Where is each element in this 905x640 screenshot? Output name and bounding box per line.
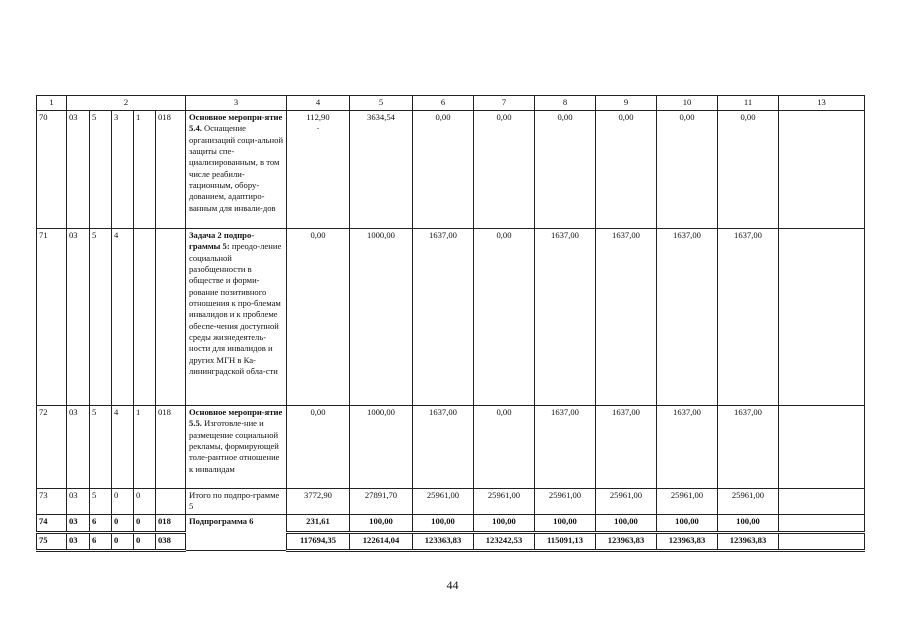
value-cell: 1637,00	[535, 406, 596, 489]
value-cell	[779, 111, 865, 229]
header-cell: 5	[350, 96, 413, 111]
code-cell: 5	[90, 406, 112, 489]
value-cell: 100,00	[535, 514, 596, 532]
value-text: 112,90	[306, 112, 330, 122]
value-cell: 25961,00	[474, 489, 535, 515]
value-cell: 100,00	[350, 514, 413, 532]
header-cell: 7	[474, 96, 535, 111]
value-cell: 122614,04	[350, 532, 413, 550]
value-cell: 123242,53	[474, 532, 535, 550]
value-cell: 0,00	[474, 111, 535, 229]
value-cell: 115091,13	[535, 532, 596, 550]
value-cell: 25961,00	[535, 489, 596, 515]
code-cell	[134, 229, 156, 406]
code-cell: 6	[90, 532, 112, 550]
code-cell	[156, 229, 186, 406]
description-text: Изготовле-ние и размещение социальной рекламы, формирующей толе-рантное отношение к инвалидам	[189, 418, 280, 474]
header-cell: 6	[413, 96, 474, 111]
value-cell: 0,00	[718, 111, 779, 229]
description-text: Итого по подпро-грамме 5	[189, 490, 280, 512]
value-cell	[287, 111, 350, 229]
header-cell: 2	[67, 96, 186, 111]
description-bold: Основное меропри-ятие 5.5.	[189, 407, 283, 429]
code-cell: 4	[112, 406, 134, 489]
description-cell	[186, 514, 287, 550]
value-cell: 100,00	[657, 514, 718, 532]
value-cell: 0,00	[474, 406, 535, 489]
description-cell	[186, 406, 287, 489]
row-number: 75	[37, 532, 67, 550]
header-cell: 3	[186, 96, 287, 111]
description-bold: Задача 2 подпро-граммы 5:	[189, 230, 255, 252]
value-cell: 27891,70	[350, 489, 413, 515]
stray-mark: .	[316, 121, 320, 132]
value-cell: 123363,83	[413, 532, 474, 550]
table-row	[37, 532, 865, 550]
row-number: 71	[37, 229, 67, 406]
value-cell: 123963,83	[596, 532, 657, 550]
code-cell: 0	[112, 532, 134, 550]
value-cell: 1637,00	[413, 406, 474, 489]
table-row	[37, 111, 865, 229]
header-cell: 1	[37, 96, 67, 111]
value-cell: 0,00	[287, 229, 350, 406]
value-cell	[779, 229, 865, 406]
value-cell: 1637,00	[596, 229, 657, 406]
value-cell: 1637,00	[413, 229, 474, 406]
code-cell: 03	[67, 406, 90, 489]
table-row	[37, 514, 865, 532]
value-cell: 0,00	[596, 111, 657, 229]
value-cell: 3772,90	[287, 489, 350, 515]
description-bold: Подпрограмма 6	[189, 515, 254, 526]
code-cell: 3	[112, 111, 134, 229]
code-cell: 018	[156, 514, 186, 532]
code-cell: 5	[90, 489, 112, 515]
row-number: 72	[37, 406, 67, 489]
table-row	[37, 489, 865, 515]
description-cell	[186, 111, 287, 229]
value-cell: 0,00	[287, 406, 350, 489]
code-cell: 0	[134, 532, 156, 550]
value-cell: 123963,83	[718, 532, 779, 550]
value-cell	[779, 406, 865, 489]
code-cell: 5	[90, 111, 112, 229]
table-row	[37, 229, 865, 406]
code-cell: 03	[67, 489, 90, 515]
description-text: преодо-ление социальной разобщенности в обществе и форми-рование позитивного отношения к про-блемам инвалидов и к проблеме обеспе-чения доступной среды жизнедеятель-ности для инвалидов и других МГН в Ка-лининградской обла-сти	[189, 241, 282, 377]
value-cell	[779, 532, 865, 550]
value-cell: 100,00	[474, 514, 535, 532]
value-cell: 100,00	[413, 514, 474, 532]
value-cell: 1637,00	[718, 229, 779, 406]
code-cell: 1	[134, 406, 156, 489]
code-cell: 0	[112, 489, 134, 515]
value-cell: 100,00	[718, 514, 779, 532]
code-cell: 03	[67, 532, 90, 550]
description-cell	[186, 489, 287, 515]
value-cell: 25961,00	[413, 489, 474, 515]
code-cell: 038	[156, 532, 186, 550]
header-cell: 11	[718, 96, 779, 111]
value-cell: 1637,00	[596, 406, 657, 489]
value-cell: 123963,83	[657, 532, 718, 550]
value-cell	[779, 489, 865, 515]
code-cell: 6	[90, 514, 112, 532]
budget-table	[36, 95, 865, 552]
value-cell: 1637,00	[535, 229, 596, 406]
header-row	[37, 96, 865, 111]
value-cell	[779, 514, 865, 532]
description-text: Оснащение организаций соци-альной защиты спе-циализированным, в том числе реабили-тационным, обору-дованием, адаптиро-ванным для инвали-дов	[189, 123, 284, 213]
code-cell: 03	[67, 229, 90, 406]
value-cell: 1000,00	[350, 406, 413, 489]
value-cell: 1637,00	[718, 406, 779, 489]
code-cell: 018	[156, 406, 186, 489]
value-cell: 231,61	[287, 514, 350, 532]
value-cell: 0,00	[474, 229, 535, 406]
code-cell: 0	[134, 489, 156, 515]
code-cell	[156, 489, 186, 515]
value-cell: 100,00	[596, 514, 657, 532]
code-cell: 4	[112, 229, 134, 406]
value-cell: 25961,00	[657, 489, 718, 515]
header-cell: 13	[779, 96, 865, 111]
value-cell: 1000,00	[350, 229, 413, 406]
header-cell: 10	[657, 96, 718, 111]
description-bold: Основное меропри-ятие 5.4.	[189, 112, 283, 134]
value-cell: 117694,35	[287, 532, 350, 550]
code-cell: 5	[90, 229, 112, 406]
value-cell: 0,00	[657, 111, 718, 229]
table-row	[37, 406, 865, 489]
header-cell: 8	[535, 96, 596, 111]
page-number: 44	[446, 578, 459, 592]
description-cell	[186, 229, 287, 406]
row-number: 74	[37, 514, 67, 532]
row-number: 73	[37, 489, 67, 515]
value-cell: 1637,00	[657, 406, 718, 489]
code-cell: 1	[134, 111, 156, 229]
value-cell: 1637,00	[657, 229, 718, 406]
code-cell: 0	[134, 514, 156, 532]
value-cell: 25961,00	[596, 489, 657, 515]
header-cell: 4	[287, 96, 350, 111]
code-cell: 03	[67, 111, 90, 229]
code-cell: 018	[156, 111, 186, 229]
value-cell: 3634,54	[350, 111, 413, 229]
value-cell: 0,00	[413, 111, 474, 229]
value-cell: 0,00	[535, 111, 596, 229]
code-cell: 0	[112, 514, 134, 532]
code-cell: 03	[67, 514, 90, 532]
header-cell: 9	[596, 96, 657, 111]
row-number: 70	[37, 111, 67, 229]
value-cell: 25961,00	[718, 489, 779, 515]
